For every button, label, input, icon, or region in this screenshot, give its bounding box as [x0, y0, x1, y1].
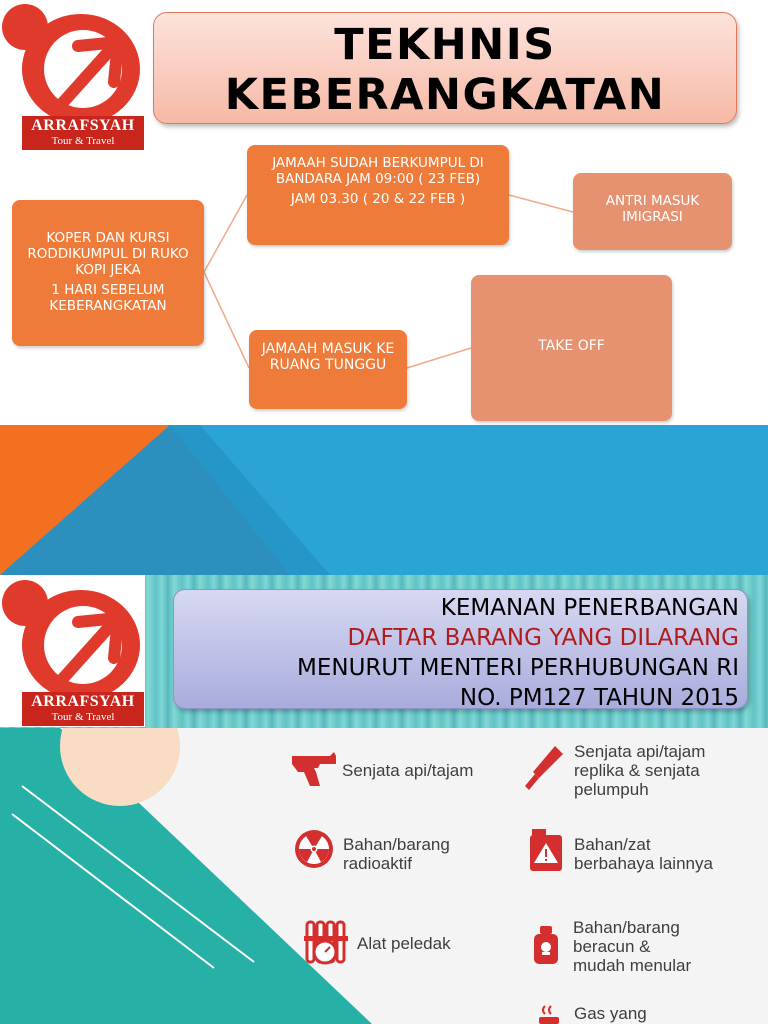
keamanan-title-line-3: MENURUT MENTERI PERHUBUNGAN RI [297, 655, 739, 681]
brand-tagline: Tour & Travel [51, 135, 115, 147]
keamanan-title-line-2: DAFTAR BARANG YANG DILARANG [347, 625, 739, 651]
item-knife-label: Senjata api/tajam replika & senjata pelumpuh [574, 742, 706, 799]
node-koper [12, 200, 204, 346]
title-line-2: KEBERANGKATAN [224, 70, 666, 120]
keamanan-title-line-4: NO. PM127 TAHUN 2015 [459, 685, 739, 711]
hazard-canister-icon [528, 827, 564, 873]
brand-name-2: ARRAFSYAH [31, 693, 135, 710]
item-hazard-label: Bahan/zat berbahaya lainnya [574, 835, 713, 873]
item-gas-label: Gas yang [574, 1004, 647, 1023]
prohibited-items-panel [0, 728, 768, 1024]
node-koper-line-1: KOPER DAN KURSI RODDIKUMPUL DI RUKO KOPI JEKA [27, 230, 189, 278]
node-imigrasi-label: ANTRI MASUK IMIGRASI [605, 193, 700, 225]
decorative-shapes [0, 425, 768, 575]
node-bandara-line-1: JAMAAH SUDAH BERKUMPUL DI BANDARA JAM 09:00 ( 23 FEB) [272, 155, 484, 187]
node-ruang-label: JAMAAH MASUK KE RUANG TUNGGU [261, 341, 395, 373]
node-bandara [247, 145, 509, 245]
slide-keamanan-penerbangan [0, 575, 768, 1024]
item-gun-label: Senjata api/tajam [342, 761, 474, 780]
slide-decorative [0, 425, 768, 575]
node-ruang-tunggu [249, 330, 407, 409]
node-takeoff [471, 275, 672, 421]
title-line-1: TEKHNIS [334, 20, 556, 70]
radioactive-icon [294, 829, 334, 869]
explosive-icon [303, 916, 351, 970]
item-radioactive-label: Bahan/barang radioaktif [343, 835, 450, 873]
item-explosive-label: Alat peledak [357, 934, 451, 953]
gun-icon [290, 750, 338, 788]
node-imigrasi [573, 173, 732, 250]
brand-tagline-2: Tour & Travel [51, 711, 115, 723]
arrafsyah-logo-2 [0, 576, 145, 726]
slide-tekhnis-keberangkatan [0, 0, 768, 425]
node-koper-line-2: 1 HARI SEBELUM KEBERANGKATAN [49, 282, 167, 314]
node-bandara-line-2: JAM 03.30 ( 20 & 22 FEB ) [290, 191, 466, 207]
arrow-icon [40, 596, 140, 696]
item-poison-label: Bahan/barang beracun & mudah menular [573, 918, 692, 975]
poison-bottle-icon [532, 924, 560, 966]
brand-name: ARRAFSYAH [31, 117, 135, 134]
keamanan-title [173, 589, 748, 709]
node-takeoff-label: TAKE OFF [538, 338, 605, 354]
gas-icon [535, 1004, 563, 1024]
knife-icon [525, 744, 565, 792]
keamanan-title-line-1: KEMANAN PENERBANGAN [440, 595, 739, 621]
